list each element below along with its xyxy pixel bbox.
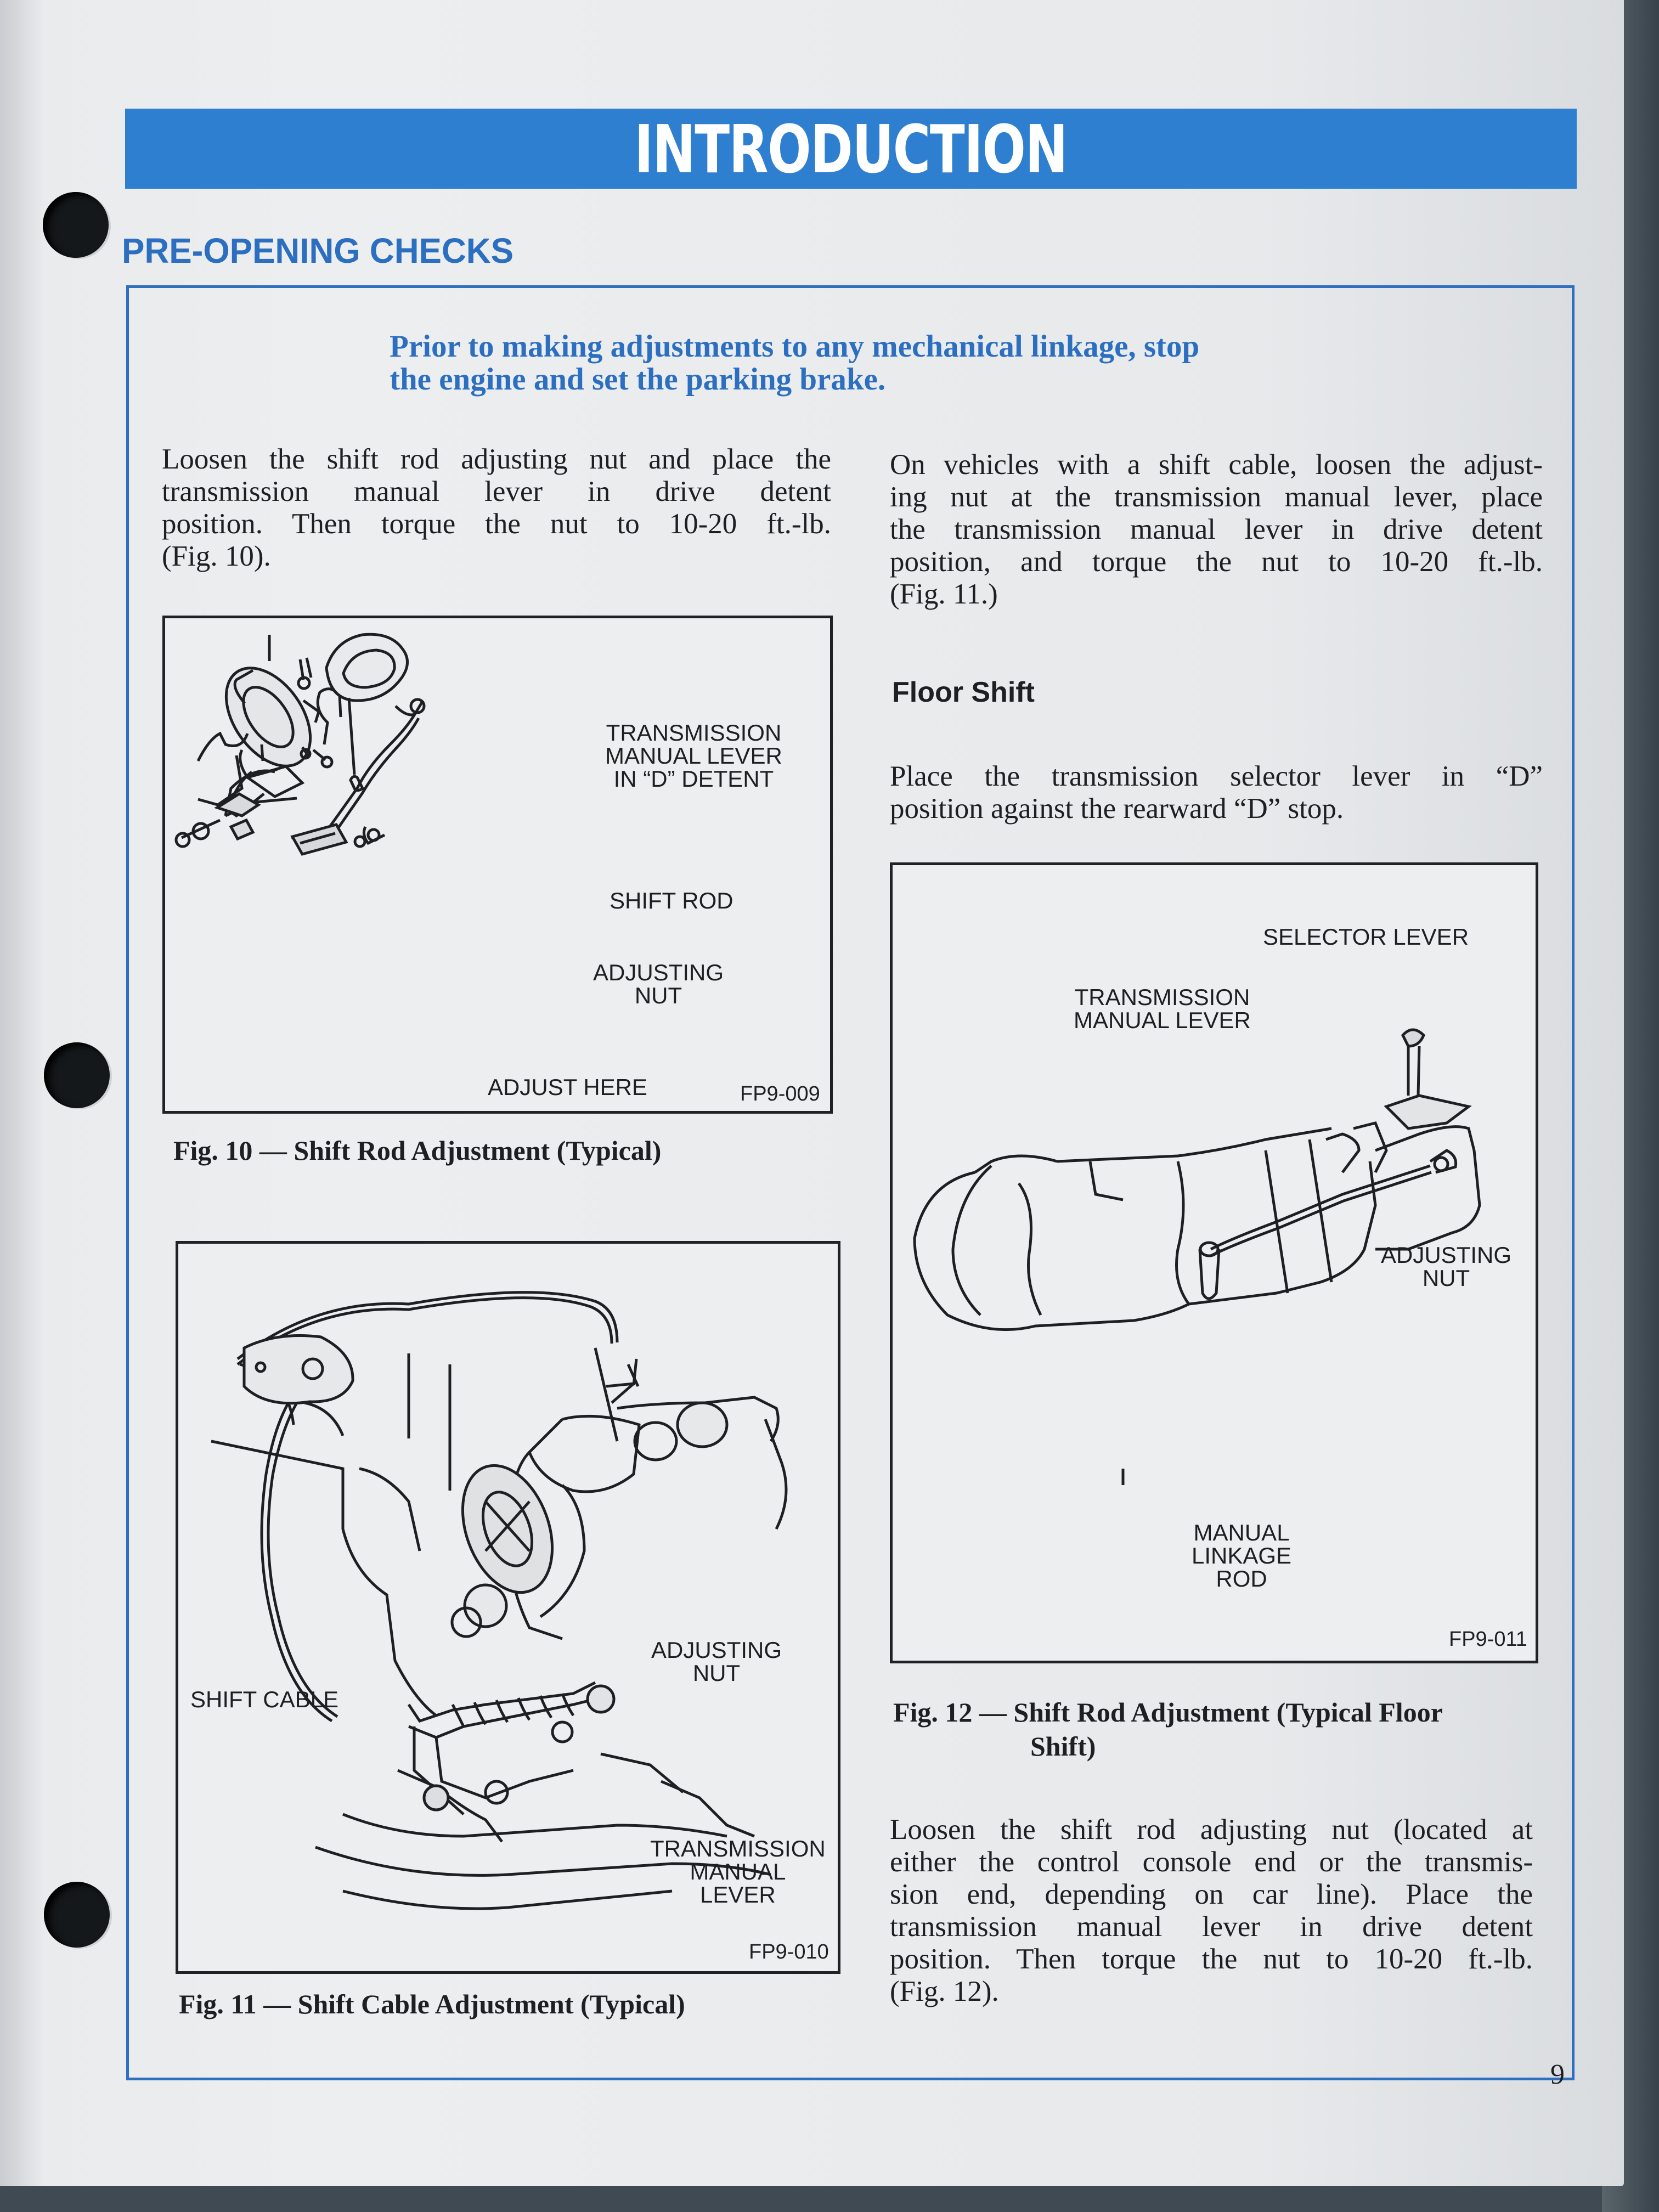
callout-adjusting-nut: ADJUSTING NUT [593, 960, 724, 1008]
floor-shift-adjust-paragraph [890, 1814, 1533, 2008]
paragraph-line: transmission manual lever in drive detent [162, 476, 831, 507]
callout-adjusting-nut: ADJUSTING NUT [651, 1637, 782, 1686]
paragraph-line: position. Then torque the nut to 10-20 ft.-lb. [162, 508, 831, 540]
callout-adjust-here: ADJUST HERE [488, 1074, 647, 1100]
paragraph-line: On vehicles with a shift cable, loosen the adjust- [890, 449, 1543, 481]
paragraph-line: position. Then torque the nut to 10-20 ft.-lb. [890, 1943, 1533, 1975]
page-number: 9 [1550, 2059, 1565, 2090]
figure-12-illustration [890, 862, 1538, 1663]
callout-shift-cable: SHIFT CABLE [190, 1686, 338, 1712]
paragraph-line: Loosen the shift rod adjusting nut (located at [890, 1814, 1533, 1846]
floor-shift-heading: Floor Shift [892, 676, 1035, 708]
section-heading: PRE-OPENING CHECKS [122, 231, 514, 270]
paragraph-line: Place the transmission selector lever in “D” [890, 760, 1543, 792]
paragraph-line: ing nut at the transmission manual lever, place [890, 481, 1543, 513]
figure-10-illustration [162, 616, 833, 1114]
figure-code: FP9-010 [749, 1940, 829, 1963]
floor-shift-paragraph [890, 760, 1543, 825]
callout-adjusting-nut: ADJUSTING NUT [1381, 1242, 1512, 1291]
shift-rod-paragraph [162, 443, 831, 573]
shift-cable-paragraph [890, 449, 1543, 611]
callout-manual-lever: TRANSMISSION MANUAL LEVER [1074, 984, 1251, 1033]
figure-12-caption: Fig. 12 — Shift Rod Adjustment (Typical Floor Shift) [893, 1697, 1443, 1762]
shift-rod-drawing [165, 618, 830, 1111]
callout-manual-lever: TRANSMISSION MANUAL LEVER [650, 1836, 826, 1908]
paragraph-line: (Fig. 10). [162, 540, 271, 572]
figure-10-caption: Fig. 10 — Shift Rod Adjustment (Typical) [173, 1135, 662, 1166]
warning-line: the engine and set the parking brake. [390, 362, 886, 397]
figure-11-caption: Fig. 11 — Shift Cable Adjustment (Typical) [179, 1989, 685, 2019]
paragraph-line: either the control console end or the transmis- [890, 1846, 1533, 1878]
paragraph-line: (Fig. 12). [890, 1976, 999, 2007]
warning-line: Prior to making adjustments to any mechanical linkage, stop [390, 329, 1200, 364]
figure-11-illustration [176, 1241, 840, 1974]
paragraph-line: Loosen the shift rod adjusting nut and place the [162, 443, 831, 475]
punch-hole-bottom [44, 1882, 110, 1948]
callout-linkage-rod: MANUAL LINKAGE ROD [1192, 1520, 1292, 1592]
paragraph-line: position, and torque the nut to 10-20 ft.-lb. [890, 546, 1543, 578]
paragraph-line: sion end, depending on car line). Place the [890, 1878, 1533, 1910]
header-banner [125, 109, 1577, 189]
safety-warning [390, 330, 1410, 396]
paragraph-line: the transmission manual lever in drive detent [890, 514, 1543, 545]
figure-code: FP9-011 [1449, 1628, 1527, 1651]
page-title: INTRODUCTION [634, 111, 1068, 188]
paragraph-line: transmission manual lever in drive detent [890, 1911, 1533, 1943]
punch-hole-middle [44, 1042, 110, 1108]
paragraph-line: position against the rearward “D” stop. [890, 793, 1344, 825]
figure-code: FP9-009 [740, 1082, 820, 1105]
paragraph-line: (Fig. 11.) [890, 578, 998, 610]
punch-hole-top [43, 192, 109, 258]
callout-selector-lever: SELECTOR LEVER [1263, 924, 1469, 950]
callout-manual-lever: TRANSMISSION MANUAL LEVER IN “D” DETENT [605, 720, 782, 792]
callout-shift-rod: SHIFT ROD [610, 888, 733, 913]
